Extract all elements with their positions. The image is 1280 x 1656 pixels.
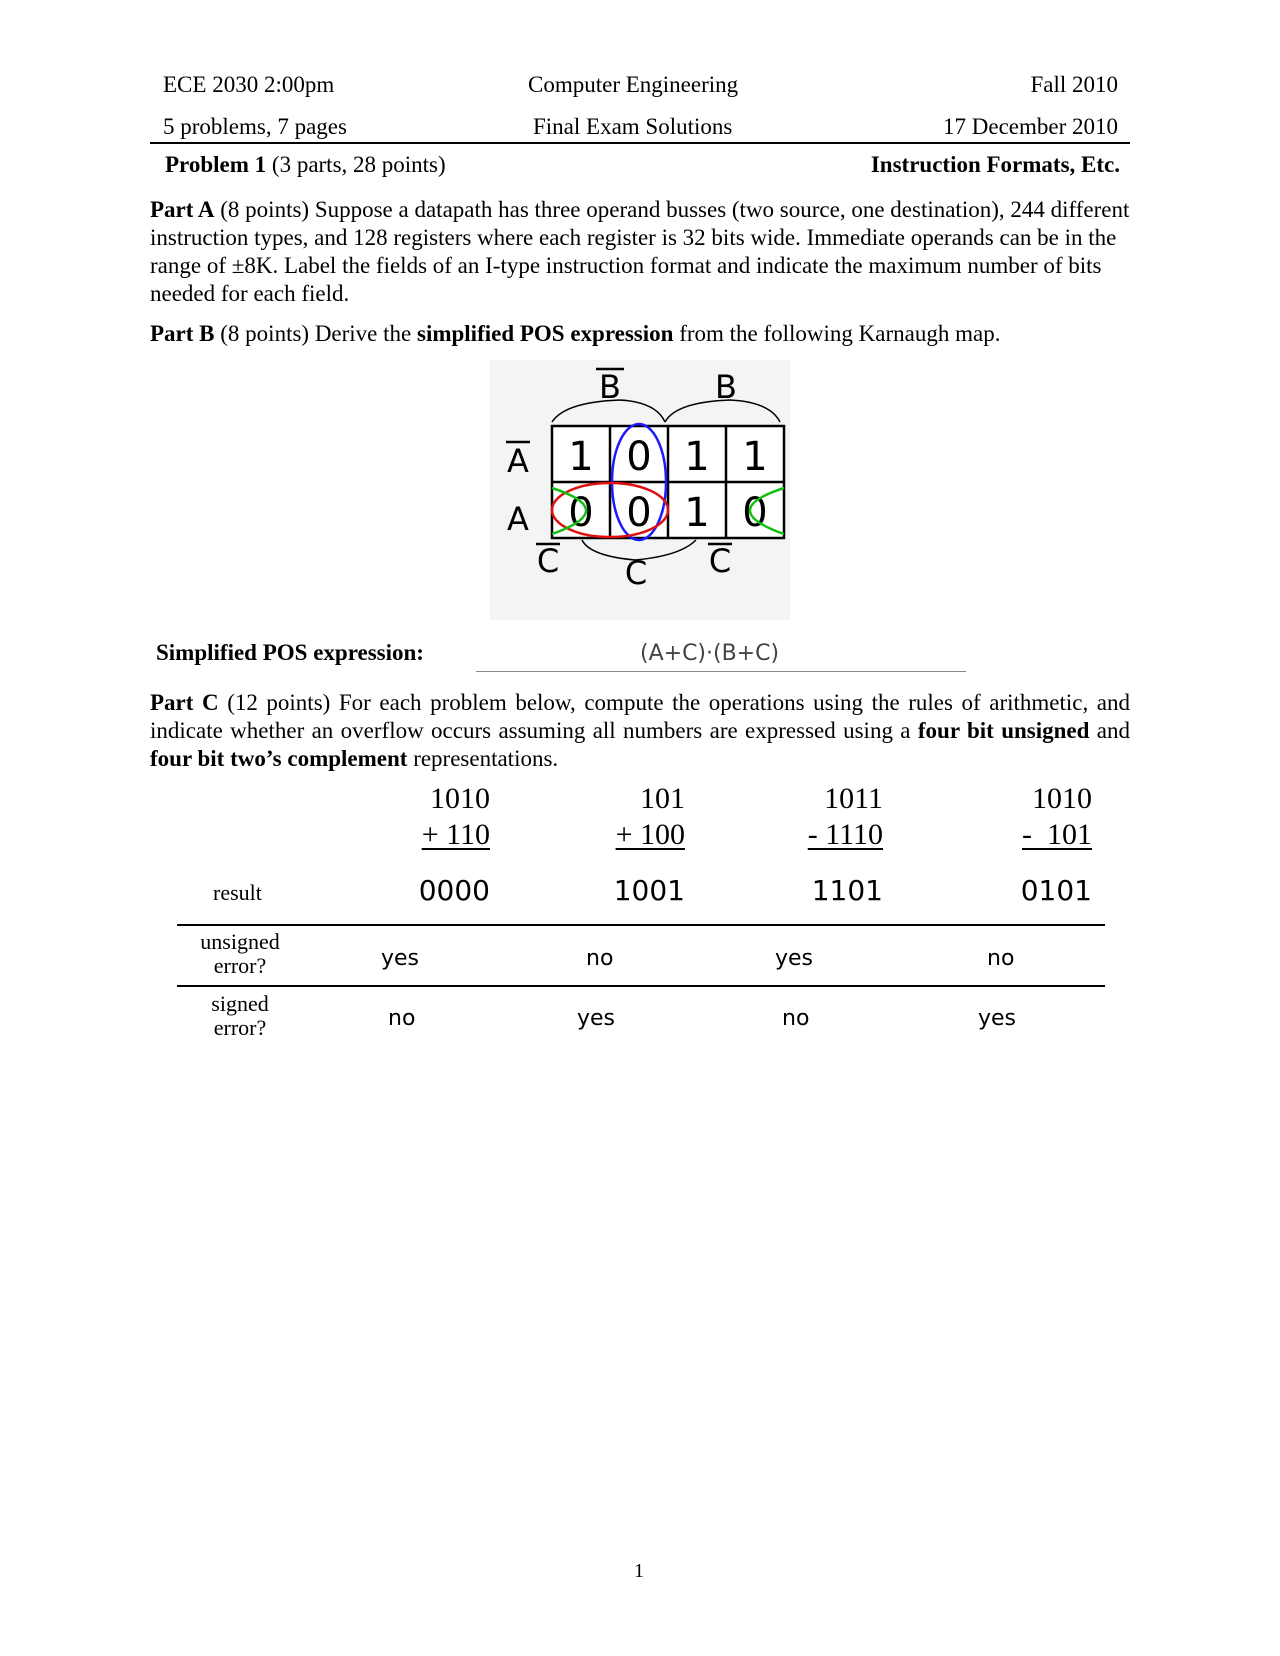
karnaugh-map	[490, 360, 790, 620]
problem-title-bold: Problem 1	[165, 152, 267, 177]
signed-error-value: yes	[978, 1006, 1017, 1031]
problem-topic: Instruction Formats, Etc.	[870, 152, 1120, 177]
problem-operand-top: 1010	[430, 782, 490, 815]
part-c-text3: representations.	[413, 746, 559, 771]
kmap-cell: 0	[626, 490, 652, 536]
row-label-unsigned-line1: unsigned	[200, 929, 280, 954]
result-value: 1101	[811, 874, 883, 907]
pos-answer-line	[476, 671, 966, 672]
problem-count: 5 problems, 7 pages	[163, 114, 347, 139]
pos-label: Simplified POS expression:	[156, 640, 424, 665]
header-rule	[150, 142, 1130, 144]
part-a	[150, 196, 1130, 308]
kmap-bottom-label-cbar: C	[536, 542, 560, 580]
part-c-bold1: four bit unsigned	[917, 718, 1090, 743]
part-c	[150, 689, 1130, 773]
pos-expression: (A+C)·(B+C)	[640, 641, 780, 666]
kmap-cell: 0	[568, 490, 594, 536]
result-value: 0000	[418, 874, 490, 907]
result-value: 1001	[613, 874, 685, 907]
kmap-cell: 1	[742, 434, 768, 480]
part-a-text: (8 points) Suppose a datapath has three operand busses (two source, one destination), 244 different instruction types, and 128 registers where each register is 32 bits wide. Immediate operands can be in the range of ±8K. Label the fields of an I-type instruction format and indicate the maximum number of bits needed for each field.	[150, 197, 1130, 306]
unsigned-error-value: yes	[381, 946, 420, 971]
part-b	[150, 320, 1130, 348]
exam-date: 17 December 2010	[943, 114, 1118, 139]
exam-title: Final Exam Solutions	[533, 114, 733, 139]
problem-title	[165, 152, 446, 178]
table-rule	[177, 985, 1105, 987]
kmap-bottom-label-cbar: C	[708, 542, 732, 580]
kmap-col-label-b: B	[715, 368, 737, 406]
unsigned-error-value: yes	[775, 946, 814, 971]
unsigned-error-value: no	[586, 946, 614, 971]
problem-operand-bottom: + 100	[615, 818, 685, 851]
department: Computer Engineering	[528, 72, 739, 97]
row-label-unsigned-line2: error?	[213, 953, 267, 978]
course-code: ECE 2030 2:00pm	[163, 72, 335, 97]
part-c-bold2: four bit two’s complement	[150, 746, 408, 771]
problem-operand-bottom: - 1110	[807, 818, 883, 851]
kmap-cell: 0	[742, 490, 768, 536]
kmap-col-label-bbar: B	[599, 368, 621, 406]
row-label-signed-line1: signed	[211, 991, 269, 1016]
kmap-cell: 1	[684, 434, 710, 480]
problem-operand-bottom: - 101	[1022, 818, 1092, 851]
problem-operand-bottom: + 110	[421, 818, 490, 851]
part-b-label: Part B	[150, 321, 215, 346]
part-b-text2: from the following Karnaugh map.	[679, 321, 1001, 346]
table-rule	[177, 924, 1105, 926]
semester: Fall 2010	[1030, 72, 1118, 97]
kmap-cell: 1	[568, 434, 594, 480]
kmap-cell: 0	[626, 434, 652, 480]
problem-title-rest: (3 parts, 28 points)	[271, 152, 446, 177]
kmap-row-label-a: A	[507, 500, 529, 538]
problem-operand-top: 1010	[1032, 782, 1092, 815]
signed-error-value: no	[782, 1006, 810, 1031]
row-label-signed-line2: error?	[213, 1015, 267, 1040]
problem-operand-top: 101	[640, 782, 685, 815]
row-label-result: result	[213, 880, 262, 905]
kmap-row-label-abar: A	[507, 442, 529, 480]
row-label-signed	[190, 992, 290, 1040]
part-c-text1: (12 points) For each problem below, compute the operations using the rules of arithmetic, and indicate whether an overflow occurs assuming all numbers are expressed using a	[150, 690, 1131, 743]
part-a-label: Part A	[150, 197, 215, 222]
part-c-label: Part C	[150, 690, 219, 715]
part-c-text2: and	[1096, 718, 1131, 743]
unsigned-error-value: no	[987, 946, 1015, 971]
part-b-text1: (8 points) Derive the	[220, 321, 412, 346]
page-number: 1	[634, 1560, 644, 1582]
problem-operand-top: 1011	[824, 782, 883, 815]
kmap-bottom-label-c: C	[624, 554, 648, 592]
signed-error-value: no	[388, 1006, 416, 1031]
result-value: 0101	[1020, 874, 1092, 907]
part-b-bold: simplified POS expression	[417, 321, 674, 346]
kmap-cell: 1	[684, 490, 710, 536]
row-label-unsigned	[190, 930, 290, 978]
signed-error-value: yes	[577, 1006, 616, 1031]
